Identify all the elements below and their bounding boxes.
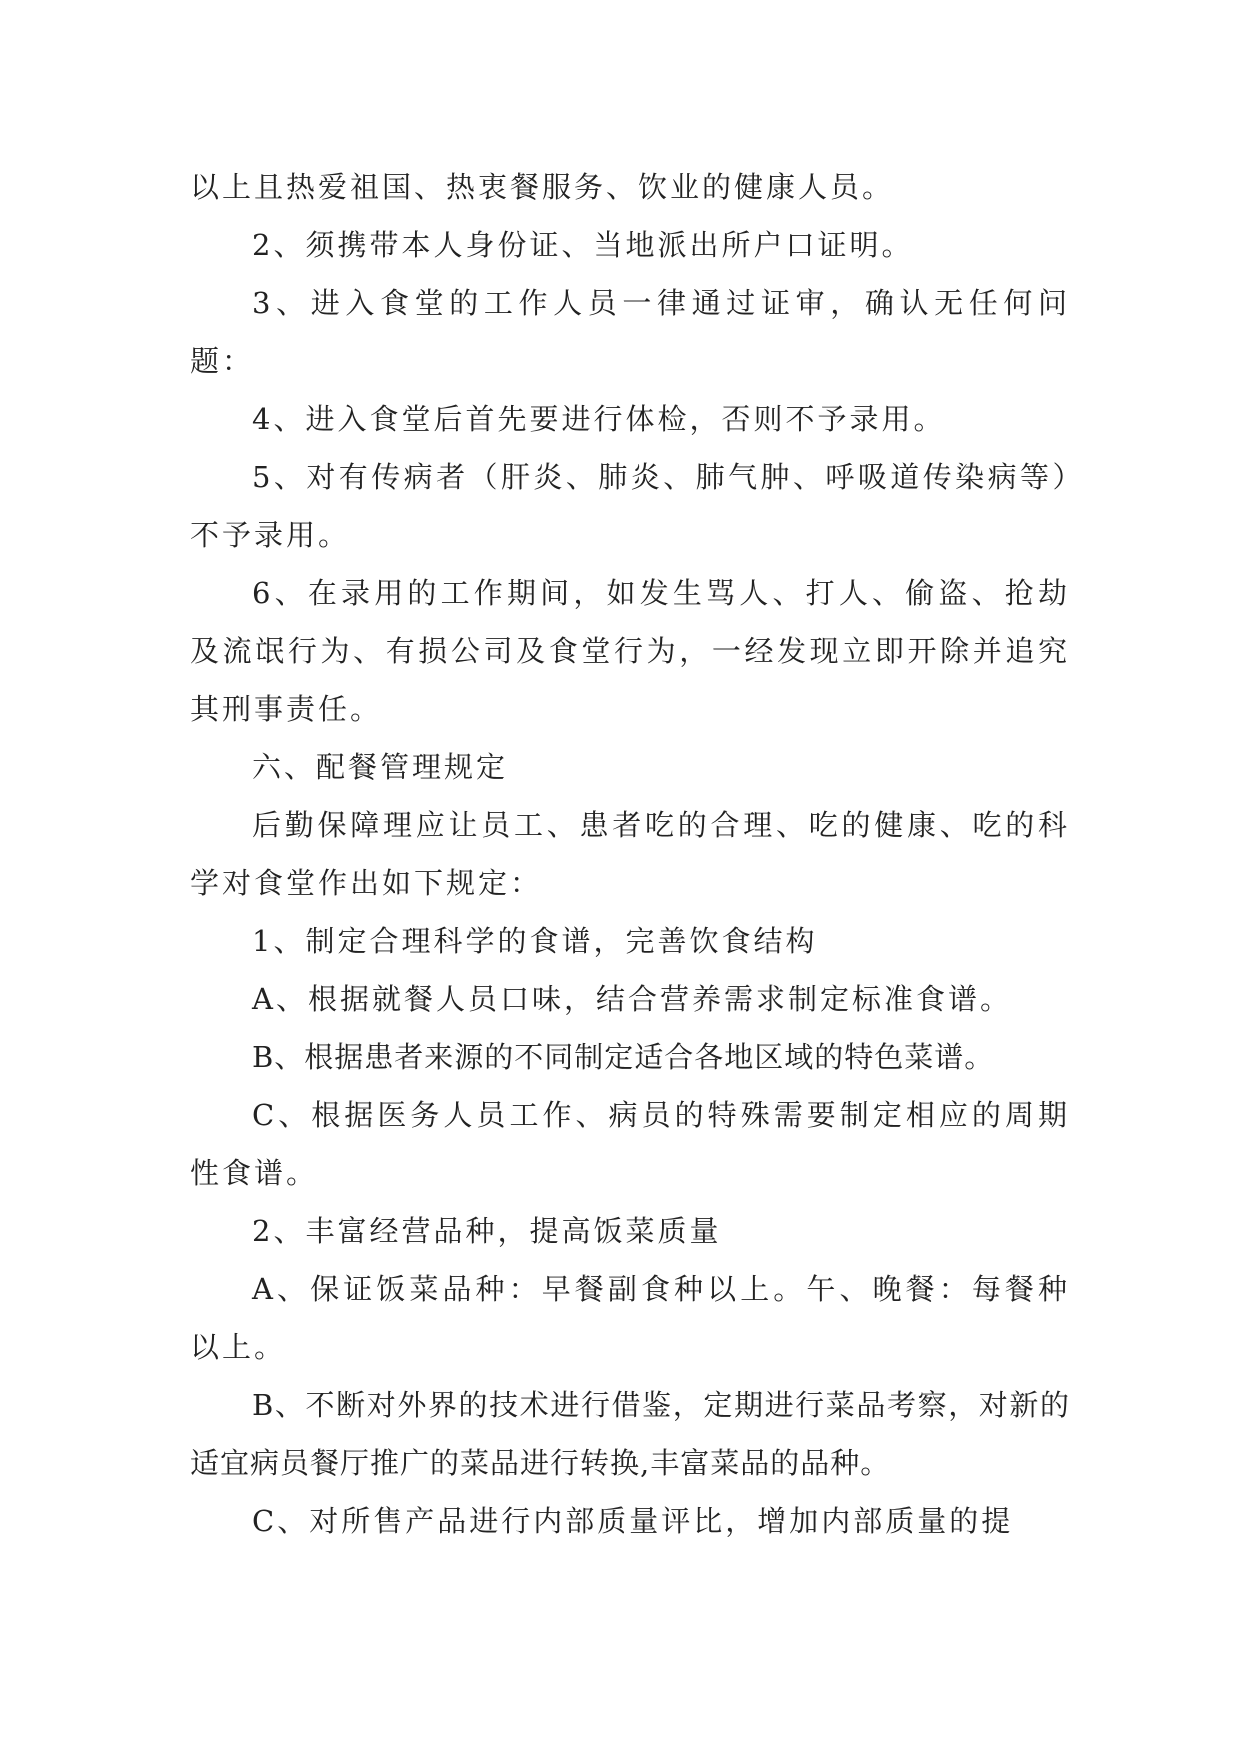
list-item: A、保证饭菜品种：早餐副食种以上。午、晚餐：每餐种以上。: [190, 1272, 1070, 1364]
list-item: B、根据患者来源的不同制定适合各地区域的特色菜谱。: [252, 1040, 995, 1074]
paragraph: 5、对有传病者（肝炎、肺炎、肺气肿、呼吸道传染病等）不予录用。: [190, 460, 1070, 552]
paragraph: 后勤保障理应让员工、患者吃的合理、吃的健康、吃的科学对食堂作出如下规定：: [190, 808, 1070, 900]
paragraph: 4、进入食堂后首先要进行体检，否则不予录用。: [252, 402, 946, 436]
list-item: C、对所售产品进行内部质量评比，增加内部质量的提: [252, 1504, 1014, 1538]
list-item: 1、制定合理科学的食谱，完善饮食结构: [252, 924, 818, 958]
list-item: A、根据就餐人员口味，结合营养需求制定标准食谱。: [252, 982, 1012, 1016]
list-item: B、不断对外界的技术进行借鉴，定期进行菜品考察，对新的适宜病员餐厅推广的菜品进行转换,丰富菜品的品种。: [190, 1388, 1070, 1480]
paragraph: 以上且热爱祖国、热衷餐服务、饮业的健康人员。: [190, 170, 895, 204]
list-item: 2、丰富经营品种，提高饭菜质量: [252, 1214, 722, 1248]
document-body: [190, 158, 1070, 1550]
paragraph: 3、进入食堂的工作人员一律通过证审，确认无任何问题：: [190, 286, 1070, 378]
paragraph: 6、在录用的工作期间，如发生骂人、打人、偷盗、抢劫及流氓行为、有损公司及食堂行为，一经发现立即开除并追究其刑事责任。: [190, 576, 1070, 726]
section-heading: 六、配餐管理规定: [252, 750, 509, 784]
paragraph: 2、须携带本人身份证、当地派出所户口证明。: [252, 228, 914, 262]
list-item: C、根据医务人员工作、病员的特殊需要制定相应的周期性食谱。: [190, 1098, 1070, 1190]
